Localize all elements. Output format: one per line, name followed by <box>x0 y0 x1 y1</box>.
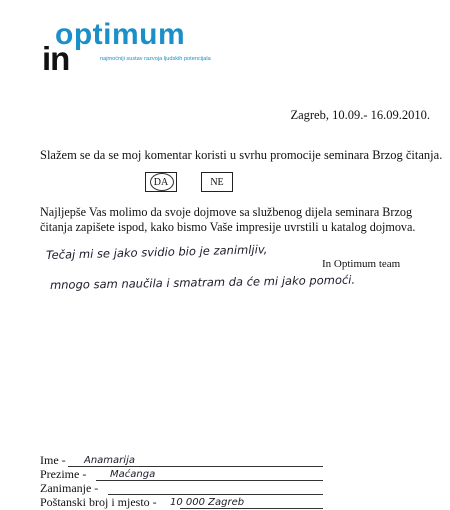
name-line[interactable] <box>68 466 323 467</box>
handwritten-comment-line-2: mnogo sam naučila i smatram da će mi jako pomoći. <box>49 272 356 292</box>
logo-name: optimum <box>55 18 186 51</box>
option-ne-box[interactable] <box>201 172 233 192</box>
occupation-row <box>40 482 340 496</box>
postal-row <box>40 496 340 510</box>
surname-label: Prezime - <box>40 467 87 481</box>
surname-line[interactable] <box>96 480 323 481</box>
postal-value: 10 000 Zagreb <box>170 497 245 508</box>
occupation-label: Zanimanje - <box>40 481 99 495</box>
name-value: Anamarija <box>84 455 135 466</box>
option-da-box[interactable] <box>145 172 177 192</box>
request-text: Najljepše Vas molimo da svoje dojmove sa službenog dijela seminara Brzog čitanja zapišete ispod, kako bismo Vaše impresije uvrstili u katalog dojmova. <box>40 205 416 234</box>
option-ne-label: NE <box>210 176 224 188</box>
surname-row <box>40 468 340 482</box>
postal-line[interactable] <box>180 508 323 509</box>
name-row <box>40 454 340 468</box>
logo-tagline: najmoćniji sustav razvoja ljudskih potencijala <box>100 56 211 62</box>
handwritten-comment-line-1: Tečaj mi se jako svidio bio je zanimljiv, <box>45 242 268 262</box>
logo-prefix: in <box>42 40 70 77</box>
name-label: Ime - <box>40 453 66 467</box>
postal-label: Poštanski broj i mjesto - <box>40 495 157 509</box>
optimum-logo <box>42 18 242 78</box>
personal-info-form <box>40 454 340 510</box>
surname-value: Maćanga <box>110 469 156 480</box>
consent-text: Slažem se da se moj komentar koristi u svrhu promocije seminara Brzog čitanja. <box>40 148 443 162</box>
option-da-label: DA <box>153 176 169 188</box>
team-signature: In Optimum team <box>322 258 401 270</box>
date-line: Zagreb, 10.09.- 16.09.2010. <box>290 108 430 122</box>
